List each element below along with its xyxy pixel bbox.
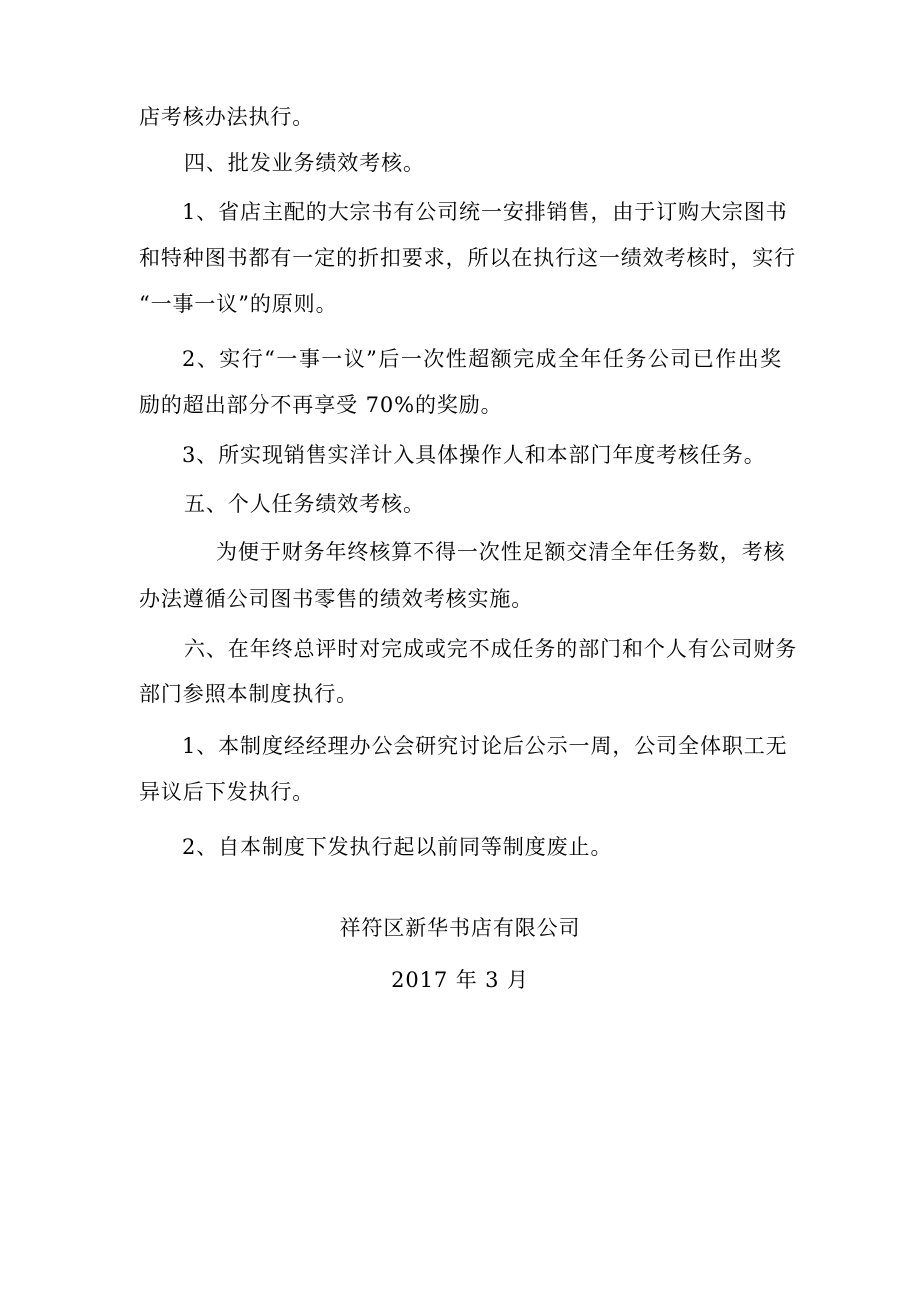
paragraph-line: 励的超出部分不再享受 70%的奖励。 — [139, 393, 503, 417]
paragraph-line: 部门参照本制度执行。 — [139, 682, 358, 706]
section-heading: 六、在年终总评时对完成或完不成任务的部门和个人有公司财务 — [184, 637, 798, 661]
paragraph-line: 2、实行“一事一议”后一次性超额完成全年任务公司已作出奖 — [182, 347, 782, 371]
paragraph-line: 店考核办法执行。 — [139, 105, 315, 129]
paragraph-line: 3、所实现销售实洋计入具体操作人和本部门年度考核任务。 — [182, 443, 766, 467]
paragraph-line: 异议后下发执行。 — [139, 780, 315, 804]
paragraph-line: “一事一议”的原则。 — [139, 292, 338, 316]
section-heading: 五、个人任务绩效考核。 — [184, 492, 425, 516]
paragraph-line: 和特种图书都有一定的折扣要求，所以在执行这一绩效考核时，实行 — [139, 246, 796, 270]
signature-company: 祥符区新华书店有限公司 — [339, 916, 581, 940]
paragraph-line: 为便于财务年终核算不得一次性足额交清全年任务数，考核 — [216, 540, 786, 564]
section-heading: 四、批发业务绩效考核。 — [184, 151, 425, 175]
paragraph-line: 2、自本制度下发执行起以前同等制度废止。 — [182, 835, 613, 859]
paragraph-line: 1、省店主配的大宗书有公司统一安排销售，由于订购大宗图书 — [182, 200, 788, 224]
paragraph-line: 1、本制度经经理办公会研究讨论后公示一周，公司全体职工无 — [182, 734, 788, 758]
paragraph-line: 办法遵循公司图书零售的绩效考核实施。 — [139, 587, 534, 611]
signature-date: 2017 年 3 月 — [391, 968, 529, 992]
